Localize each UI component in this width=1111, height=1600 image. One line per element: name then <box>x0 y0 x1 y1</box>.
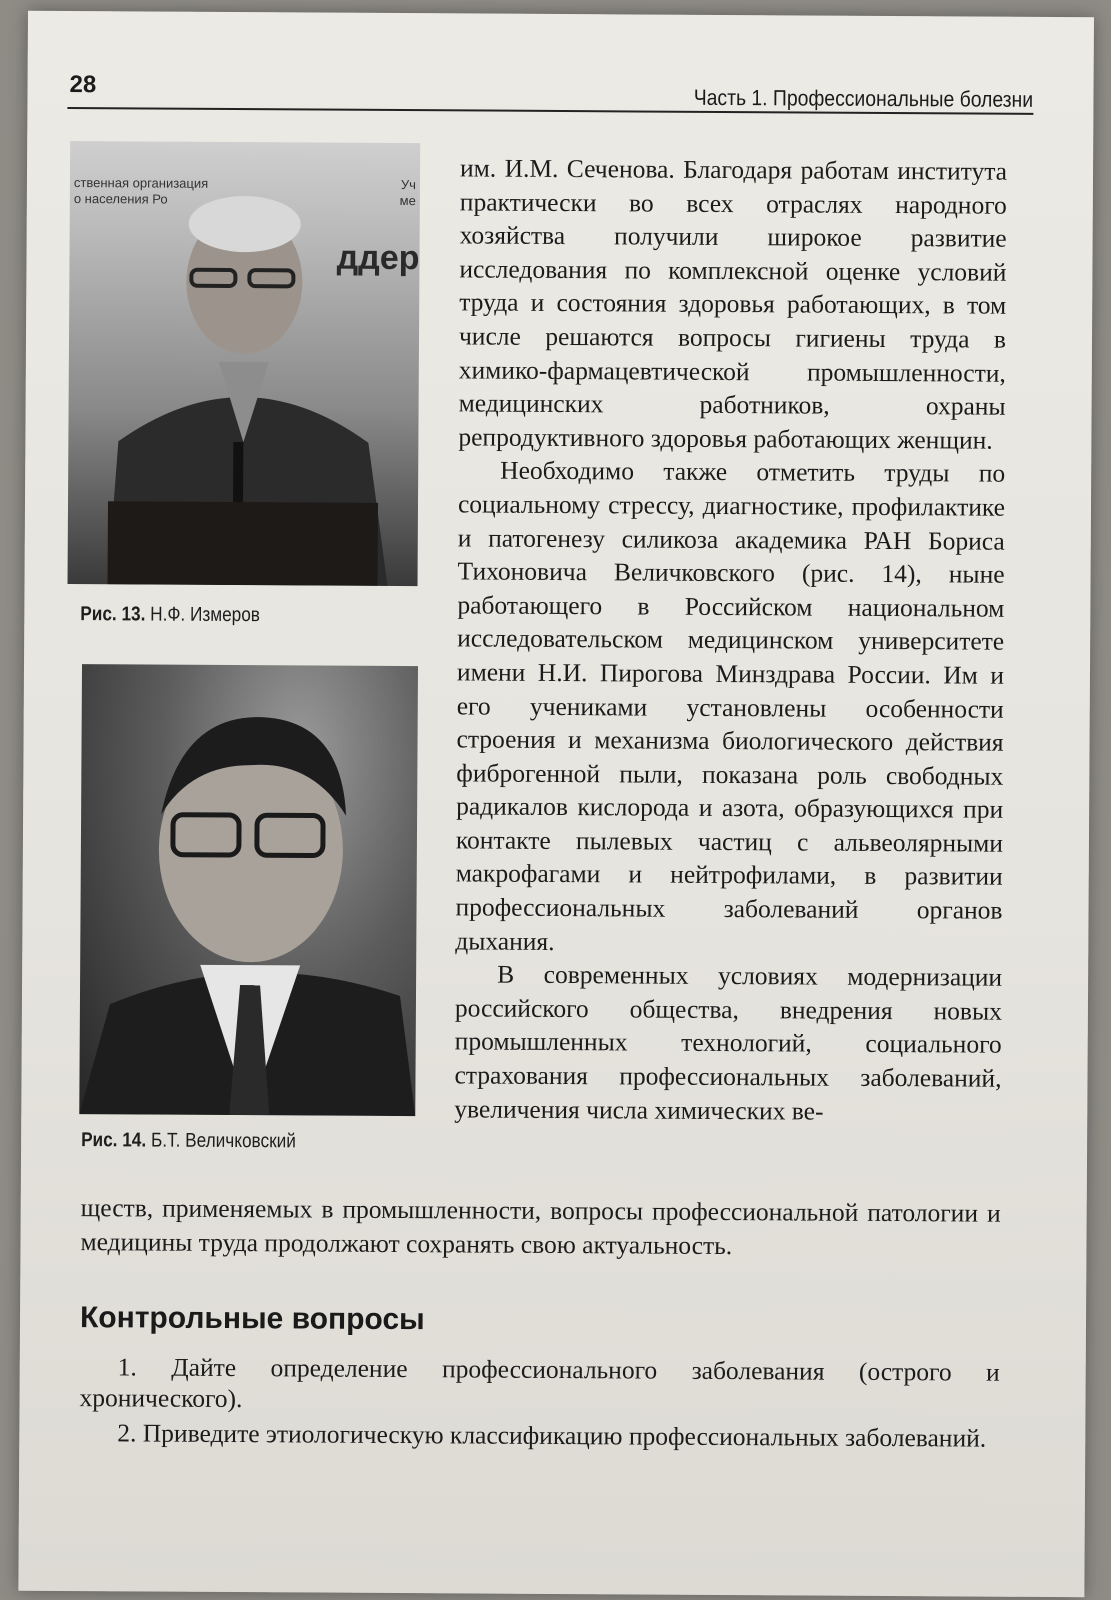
running-header <box>67 67 1033 115</box>
control-questions <box>79 1351 1000 1458</box>
portrait-silhouette-2 <box>79 664 418 1116</box>
question-item: 2. Приведите этиологическую классификацию профессиональных заболеваний. <box>117 1418 987 1453</box>
page-number: 28 <box>69 70 97 99</box>
question-item: 1. Дайте определение профессионального заболевания (острого и хронического). <box>79 1352 1000 1414</box>
portrait-silhouette-1 <box>68 141 421 586</box>
figure-13-text: Н.Ф. Измеров <box>145 603 261 627</box>
figure-14-caption <box>81 1129 296 1153</box>
paragraph-2: Необходимо также отметить труды по социальному стрессу, диагностике, профилактике и патогенезу силикоза академика РАН Бориса Тихоновича Величковского (рис. 14), ныне работающего в Российском национальном исследовательском медицинском университете имени Н.И. Пирогова Минздрава России. Им и его учениками установлены особенности строения и механизма биологического действия фиброгенной пыли, показана роль свободных радикалов кислорода и азота, образующихся при контакте пылевых частиц с альвеолярными макрофагами и нейтрофилами, в развитии профессиональных заболеваний органов дыхания. <box>455 455 1006 956</box>
photo-banner-text-right: Уч ме <box>399 177 417 209</box>
book-page <box>18 11 1094 1597</box>
section-heading: Контрольные вопросы <box>79 1301 425 1337</box>
part-title: Часть 1. Профессиональные болезни <box>694 84 1034 112</box>
photo-izmerov <box>68 141 421 586</box>
photo-banner-text-left: ственная организация о населения Ро <box>73 175 209 207</box>
figure-14-text: Б.Т. Величковский <box>146 1129 296 1153</box>
full-width-text <box>80 1191 1000 1264</box>
paragraph-3-continuation: ществ, применяемых в промышленности, вопросы профессиональной патологии и медицины труда продолжают сохранять свою актуальность. <box>80 1193 1001 1260</box>
figure-13-label: Рис. 13. <box>80 603 146 626</box>
photo-banner-large-text: ддер <box>336 238 420 278</box>
paragraph-3: В современных условиях модернизации российского общества, внедрения новых промышленных технологий, социального страхования профессиональных заболеваний, увеличения числа химических ве- <box>454 959 1003 1126</box>
figure-13-caption <box>80 603 260 627</box>
paragraph-1: им. И.М. Сеченова. Благодаря работам института практически во всех отраслях народного хозяйства получили широкое развитие исследования по комплексной оценке условий труда и состояния здоровья работающих, в том числе решаются вопросы гигиены труда в химико-фармацевтической промышленности, медицинских работников, охраны репродуктивного здоровья работающих женщин. <box>458 153 1008 455</box>
figure-14-label: Рис. 14. <box>81 1129 147 1152</box>
text-column <box>454 151 1007 1129</box>
photo-velichkovsky <box>79 664 418 1116</box>
